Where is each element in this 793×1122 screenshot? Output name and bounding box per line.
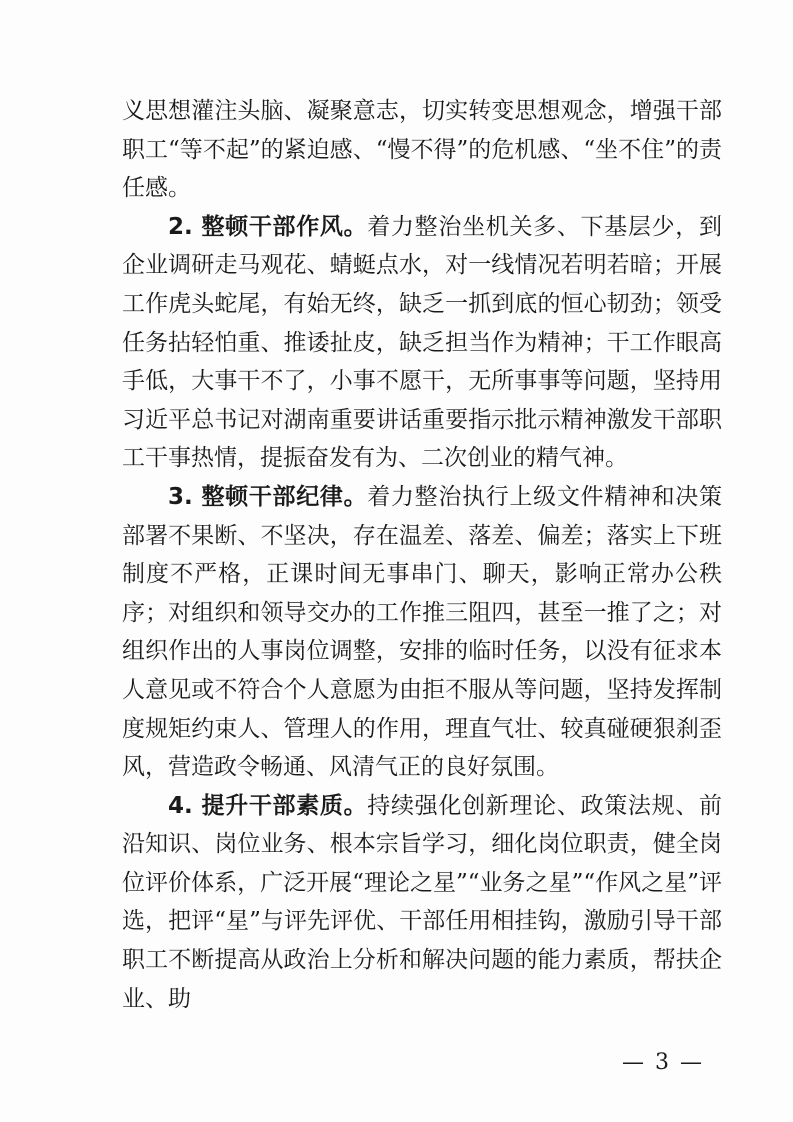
page-number: — 3 — — [622, 1050, 704, 1075]
paragraph-improve-quality — [122, 787, 722, 1019]
paragraph-text: 着力整治坐机关多、下基层少，到企业调研走马观花、蜻蜓点水，对一线情况若明若暗；开展工作虎头蛇尾，有始无终，缺乏一抓到底的恒心韧劲；领受任务拈轻怕重、推诿扯皮，缺乏担当作为精神；干工作眼高手低，大事干不了，小事不愿干，无所事事等问题，坚持用习近平总书记对湖南重要讲话重要指示批示精神激发干部职工干事热情，提振奋发有为、二次创业的精气神。 — [122, 213, 723, 472]
paragraph-rectify-discipline — [122, 478, 722, 787]
body-text — [122, 92, 722, 1018]
paragraph-text: 义思想灌注头脑、凝聚意志，切实转变思想观念，增强干部职工“等不起”的紧迫感、“慢不得”的危机感、“坐不住”的责任感。 — [122, 98, 722, 202]
section-heading: 3. 整顿干部纪律。 — [168, 483, 368, 510]
paragraph-continuation — [122, 92, 722, 208]
paragraph-rectify-work-style — [122, 208, 722, 478]
section-heading: 4. 提升干部素质。 — [168, 792, 368, 819]
paragraph-text: 着力整治执行上级文件精神和决策部署不果断、不坚决，存在温差、落差、偏差；落实上下班制度不严格，正课时间无事串门、聊天，影响正常办公秩序；对组织和领导交办的工作推三阻四，甚至一推了之；对组织作出的人事岗位调整，安排的临时任务，以没有征求本人意见或不符合个人意愿为由拒不服从等问题，坚持发挥制度规矩约束人、管理人的作用，理直气壮、较真碰硬狠刹歪风，营造政令畅通、风清气正的良好氛围。 — [122, 483, 723, 781]
paragraph-text: 持续强化创新理论、政策法规、前沿知识、岗位业务、根本宗旨学习，细化岗位职责，健全岗位评价体系，广泛开展“理论之星”“业务之星”“作风之星”评选，把评“星”与评先评优、干部任用相挂钩，激励引导干部职工不断提高从政治上分析和解决问题的能力素质，帮扶企业、助 — [122, 792, 723, 1012]
section-heading: 2. 整顿干部作风。 — [168, 213, 368, 240]
